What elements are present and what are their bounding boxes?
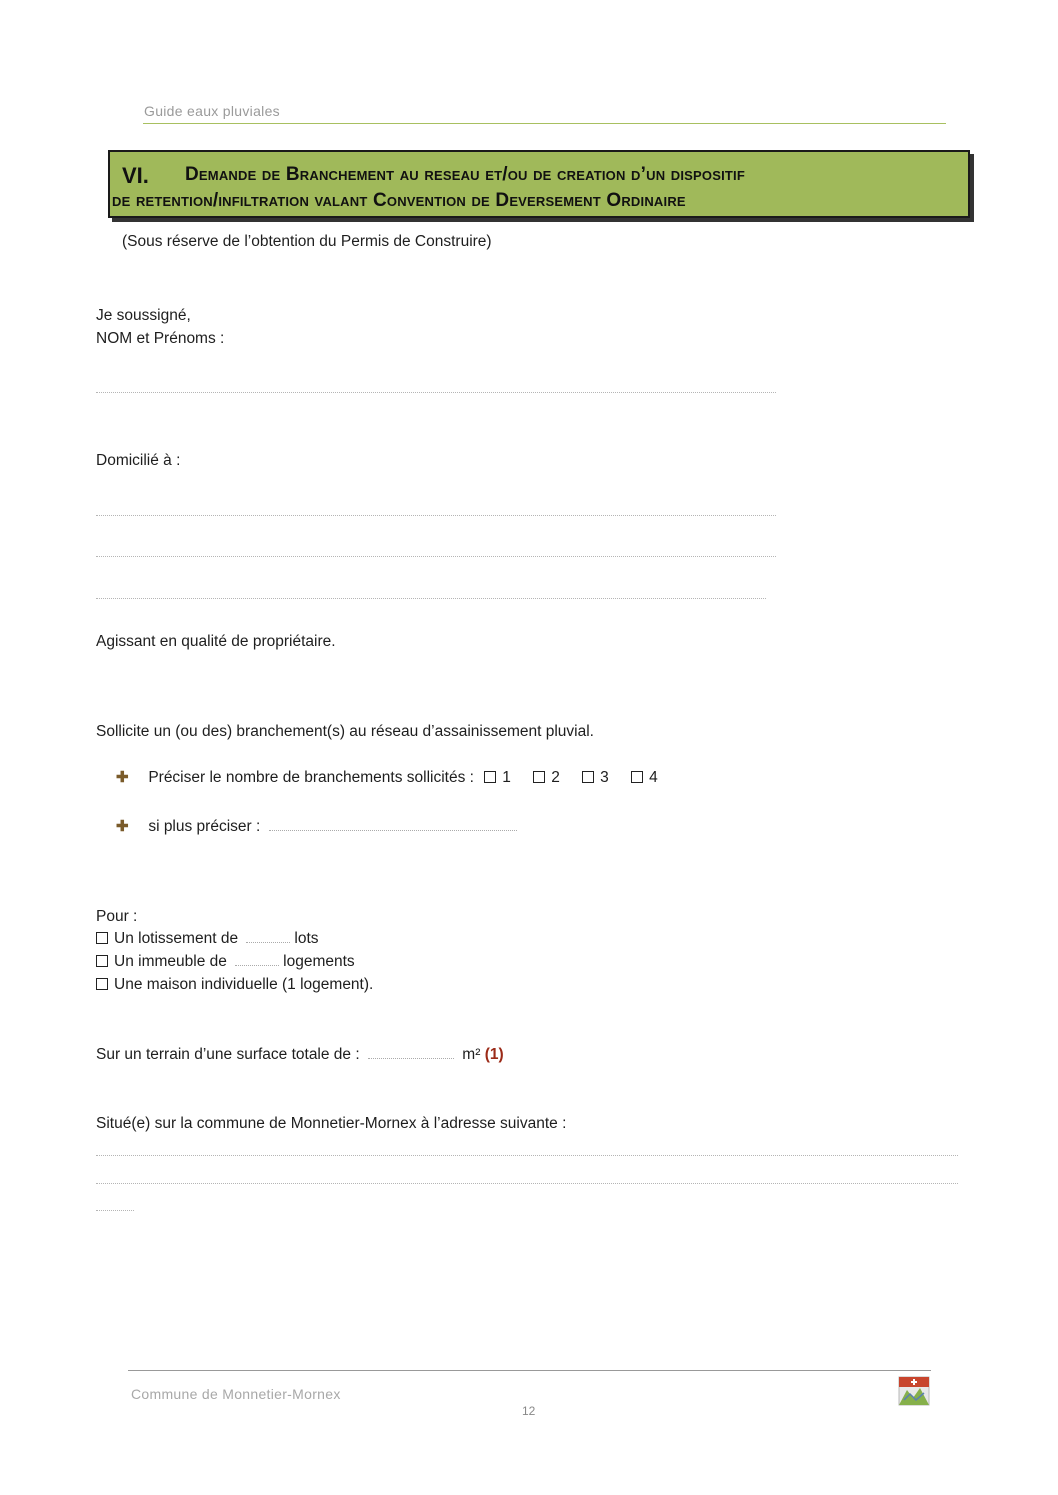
qualite-text: Agissant en qualité de propriétaire. [96,633,336,650]
header-rule [143,123,946,124]
immeuble-field[interactable] [235,965,279,966]
section-number: VI. [122,163,149,188]
plus-label: si plus préciser : [148,818,261,835]
option-4[interactable]: 4 [631,769,658,787]
adresse-field-line-2[interactable] [96,1183,958,1184]
arrow-bullet-icon: ✚ [116,769,129,786]
subtitle: (Sous réserve de l’obtention du Permis de Construire) [122,233,492,250]
nom-label: NOM et Prénoms : [96,330,225,347]
checkbox-icon[interactable] [96,932,108,944]
adresse-label: Situé(e) sur la commune de Monnetier-Mornex à l’adresse suivante : [96,1115,567,1132]
surface-note: (1) [484,1046,504,1063]
footer-rule [128,1370,931,1371]
option-3[interactable]: 3 [582,769,609,787]
sollicite-text: Sollicite un (ou des) branchement(s) au réseau d’assainissement pluvial. [96,723,594,740]
checkbox-icon[interactable] [484,771,496,783]
surface-field[interactable] [368,1058,454,1059]
domicile-field-line-3[interactable] [96,598,766,599]
maison-row: Une maison individuelle (1 logement). [96,976,373,994]
nom-field[interactable] [96,392,776,393]
lotissement-row: Un lotissement de lots [96,930,319,948]
checkbox-icon[interactable] [533,771,545,783]
page-number: 12 [522,1404,536,1418]
option-1[interactable]: 1 [484,769,511,787]
checkbox-icon[interactable] [96,978,108,990]
adresse-field-line-1[interactable] [96,1155,958,1156]
nombre-row [116,768,676,787]
section-title-line1: Demande de Branchement au reseau et/ou de creation d’un dispositif [185,164,745,185]
surface-label: Sur un terrain d’une surface totale de : [96,1046,360,1063]
checkbox-icon[interactable] [96,955,108,967]
surface-unit: m² [462,1046,481,1063]
plus-field[interactable] [269,830,517,831]
soussigne-label: Je soussigné, [96,307,191,324]
surface-row [96,1046,504,1064]
lotissement-field[interactable] [246,942,290,943]
section-title-line2: de retention/infiltration valant Convention de Deversement Ordinaire [112,190,686,211]
domicile-field-line-2[interactable] [96,556,776,557]
section-title-box [108,150,970,218]
running-header: Guide eaux pluviales [144,103,280,119]
pour-label: Pour : [96,908,138,925]
arrow-bullet-icon: ✚ [116,818,129,835]
checkbox-icon[interactable] [631,771,643,783]
adresse-field-line-3[interactable] [96,1210,134,1211]
checkbox-icon[interactable] [582,771,594,783]
domicile-label: Domicilié à : [96,452,181,469]
domicile-field-line-1[interactable] [96,515,776,516]
nombre-label: Préciser le nombre de branchements sollicités : [148,769,474,786]
commune-crest-icon [898,1376,930,1406]
plus-row [116,817,517,836]
footer-commune: Commune de Monnetier-Mornex [131,1386,341,1402]
immeuble-row: Un immeuble de logements [96,953,355,971]
option-2[interactable]: 2 [533,769,560,787]
